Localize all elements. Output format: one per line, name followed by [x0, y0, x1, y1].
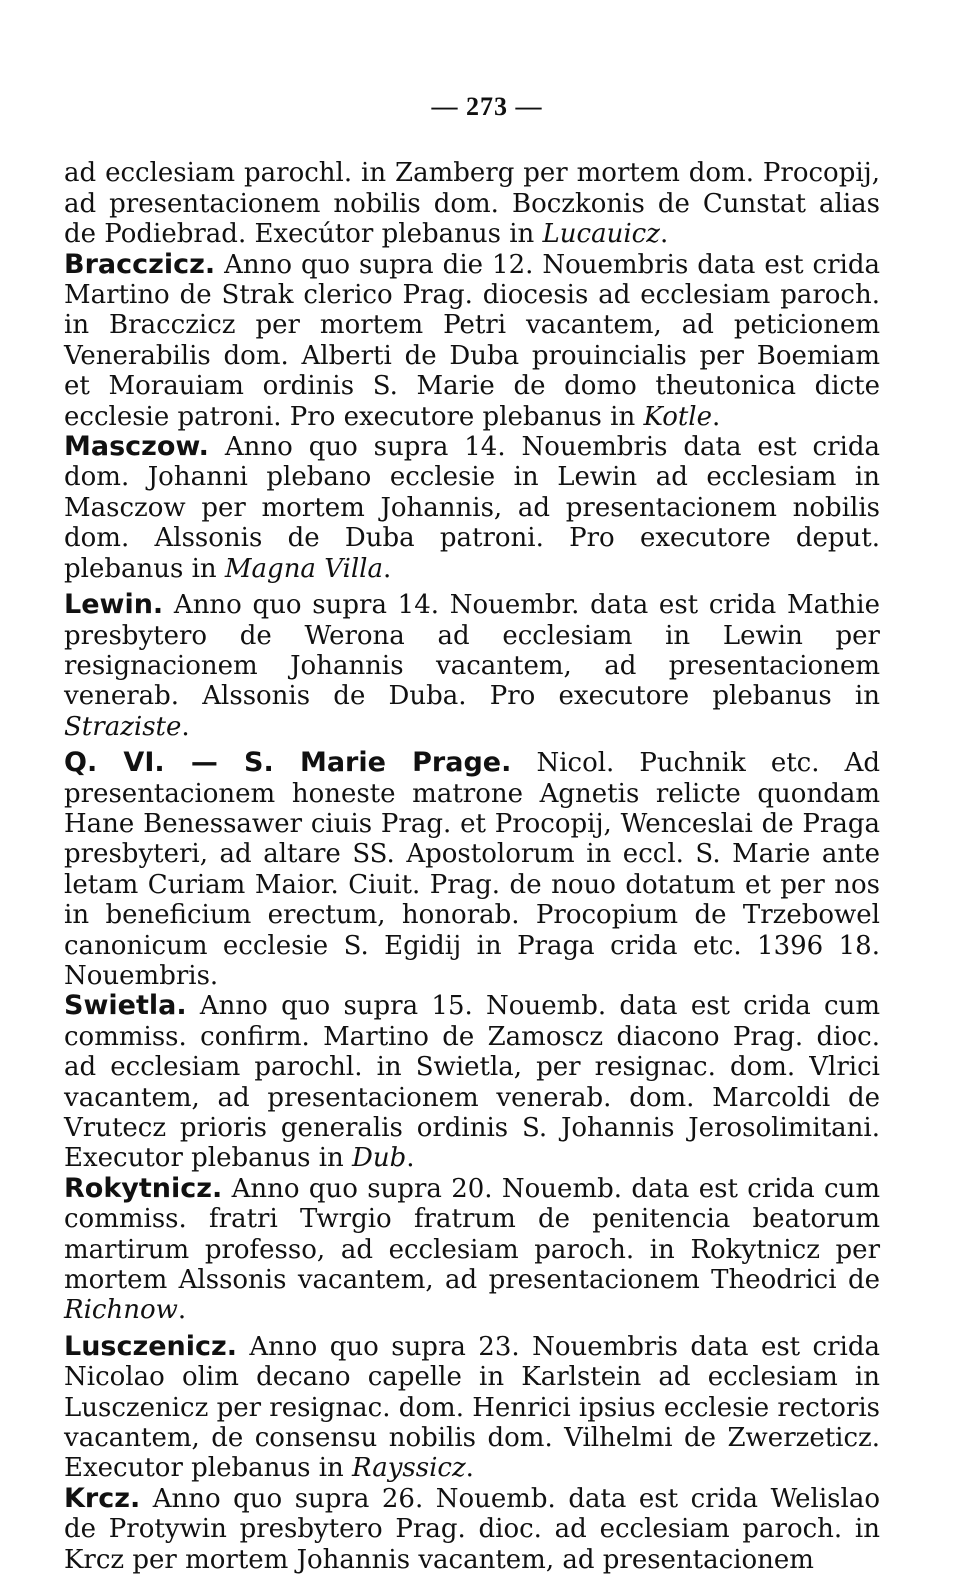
paragraph-text: Anno quo supra die 12. Nouembris data est crida Martino de Strak clerico Prag. diocesis ad ecclesiam paroch. in Bracczicz per mortem Petri vacantem, ad peticionem Venerabilis dom. Alberti de Duba prouincialis per Boemiam et Morauiam ordinis S. Marie de domo theutonica dicte ecclesie patroni. Pro executore plebanus in: [64, 249, 880, 432]
section-heading: Q. VI. — S. Marie Prage.: [64, 747, 512, 779]
paragraph-tail: .: [406, 1143, 415, 1174]
place-name: Richnow: [64, 1295, 178, 1326]
paragraph-tail: .: [382, 553, 392, 584]
paragraph-bracczicz: [64, 250, 880, 432]
paragraph-marie-prage: [64, 748, 880, 991]
paragraph-tail: .: [177, 1295, 187, 1326]
paragraph-text: Anno quo supra 14. Nouembris data est crida dom. Johanni plebano ecclesie in Lewin ad ecclesiam in Masczow per mortem Johannis, ad presentacionem nobilis dom. Alssonis de Duba patroni. Pro executore deput. plebanus in: [64, 432, 880, 584]
paragraph-tail: .: [181, 711, 190, 742]
paragraph-text: Anno quo supra 26. Nouemb. data est crida Welislao de Protywin presbytero Prag. dioc. ad ecclesiam paroch. in Krcz per mortem Johannis vacantem, ad presentacionem: [64, 1483, 880, 1575]
paragraph-tail: .: [712, 401, 721, 432]
paragraph-zamberg: [64, 158, 880, 249]
entry-heading: Masczow.: [64, 431, 209, 463]
paragraph-lewin: [64, 590, 880, 742]
paragraph-text: Anno quo supra 23. Nouembris data est crida Nicolao olim decano capelle in Karlstein ad ecclesiam in Lusczenicz per resignac. dom. Henrici ipsius ecclesie rectoris vacantem, de consensu nobilis dom. Vilhelmi de Zwerzeticz. Executor plebanus in: [64, 1331, 880, 1484]
place-name: Magna Villa: [224, 553, 383, 584]
paragraph-lusczenicz: [64, 1332, 880, 1484]
paragraph-text: Nicol. Puchnik etc. Ad presentacionem honeste matrone Agnetis relicte quondam Hane Benessawer ciuis Prag. et Procopij, Wenceslai de Praga presbyteri, ad altare SS. Apostolorum in eccl. S. Marie ante letam Curiam Maior. Ciuit. Prag. de nouo dotatum et per nos in beneficium erectum, honorab. Procopium de Trzebowel canonicum ecclesie S. Egidij in Praga crida etc. 1396 18. Nouembris.: [64, 748, 880, 991]
entry-heading: Krcz.: [64, 1482, 141, 1514]
paragraph-text: ad ecclesiam parochl. in Zamberg per mortem dom. Procopij, ad presentacionem nobilis dom. Boczkonis de Cunstat alias de Podiebrad. Execútor plebanus in: [64, 158, 880, 250]
place-name: Rayssicz: [352, 1453, 466, 1484]
paragraph-text: Anno quo supra 14. Nouembr. data est crida Mathie presbytero de Werona ad ecclesiam in Lewin per resignacionem Johannis vacantem, ad presentacionem venerab. Alssonis de Duba. Pro executore plebanus in: [64, 590, 880, 712]
paragraph-tail: .: [465, 1453, 474, 1484]
place-name: Straziste: [64, 711, 182, 742]
paragraph-text: Anno quo supra 15. Nouemb. data est crida cum commiss. confirm. Martino de Zamoscz diacono Prag. dioc. ad ecclesiam parochl. in Swietla, per resignac. dom. Vlrici vacantem, ad presentacionem venerab. dom. Marcoldi de Vrutecz prioris generalis ordinis S. Johannis Jerosolimitani. Executor plebanus in: [64, 991, 880, 1174]
place-name: Kotle: [643, 401, 712, 432]
paragraph-swietla: [64, 991, 880, 1173]
place-name: Lucauicz: [542, 219, 660, 250]
entry-heading: Braccziсz.: [64, 248, 216, 280]
entry-heading: Lewin.: [64, 589, 164, 621]
page-number: — 273 —: [431, 92, 543, 121]
place-name: Dub: [352, 1143, 407, 1174]
paragraph-tail: .: [659, 219, 669, 250]
paragraph-text: Anno quo supra 20. Nouemb. data est crida cum commiss. fratri Twrgio fratrum de penitencia beatorum martirum professo, ad ecclesiam paroch. in Rokytnicz per mortem Alssonis vacantem, ad presentacionem Theodrici de: [64, 1173, 880, 1296]
paragraph-krcz: [64, 1484, 880, 1575]
entry-heading: Swietla.: [64, 990, 187, 1022]
paragraph-rokytnicz: [64, 1174, 880, 1326]
entry-heading: Rokytnicz.: [64, 1172, 223, 1204]
paragraph-masczow: [64, 432, 880, 584]
entry-heading: Lusczenicz.: [64, 1330, 237, 1362]
